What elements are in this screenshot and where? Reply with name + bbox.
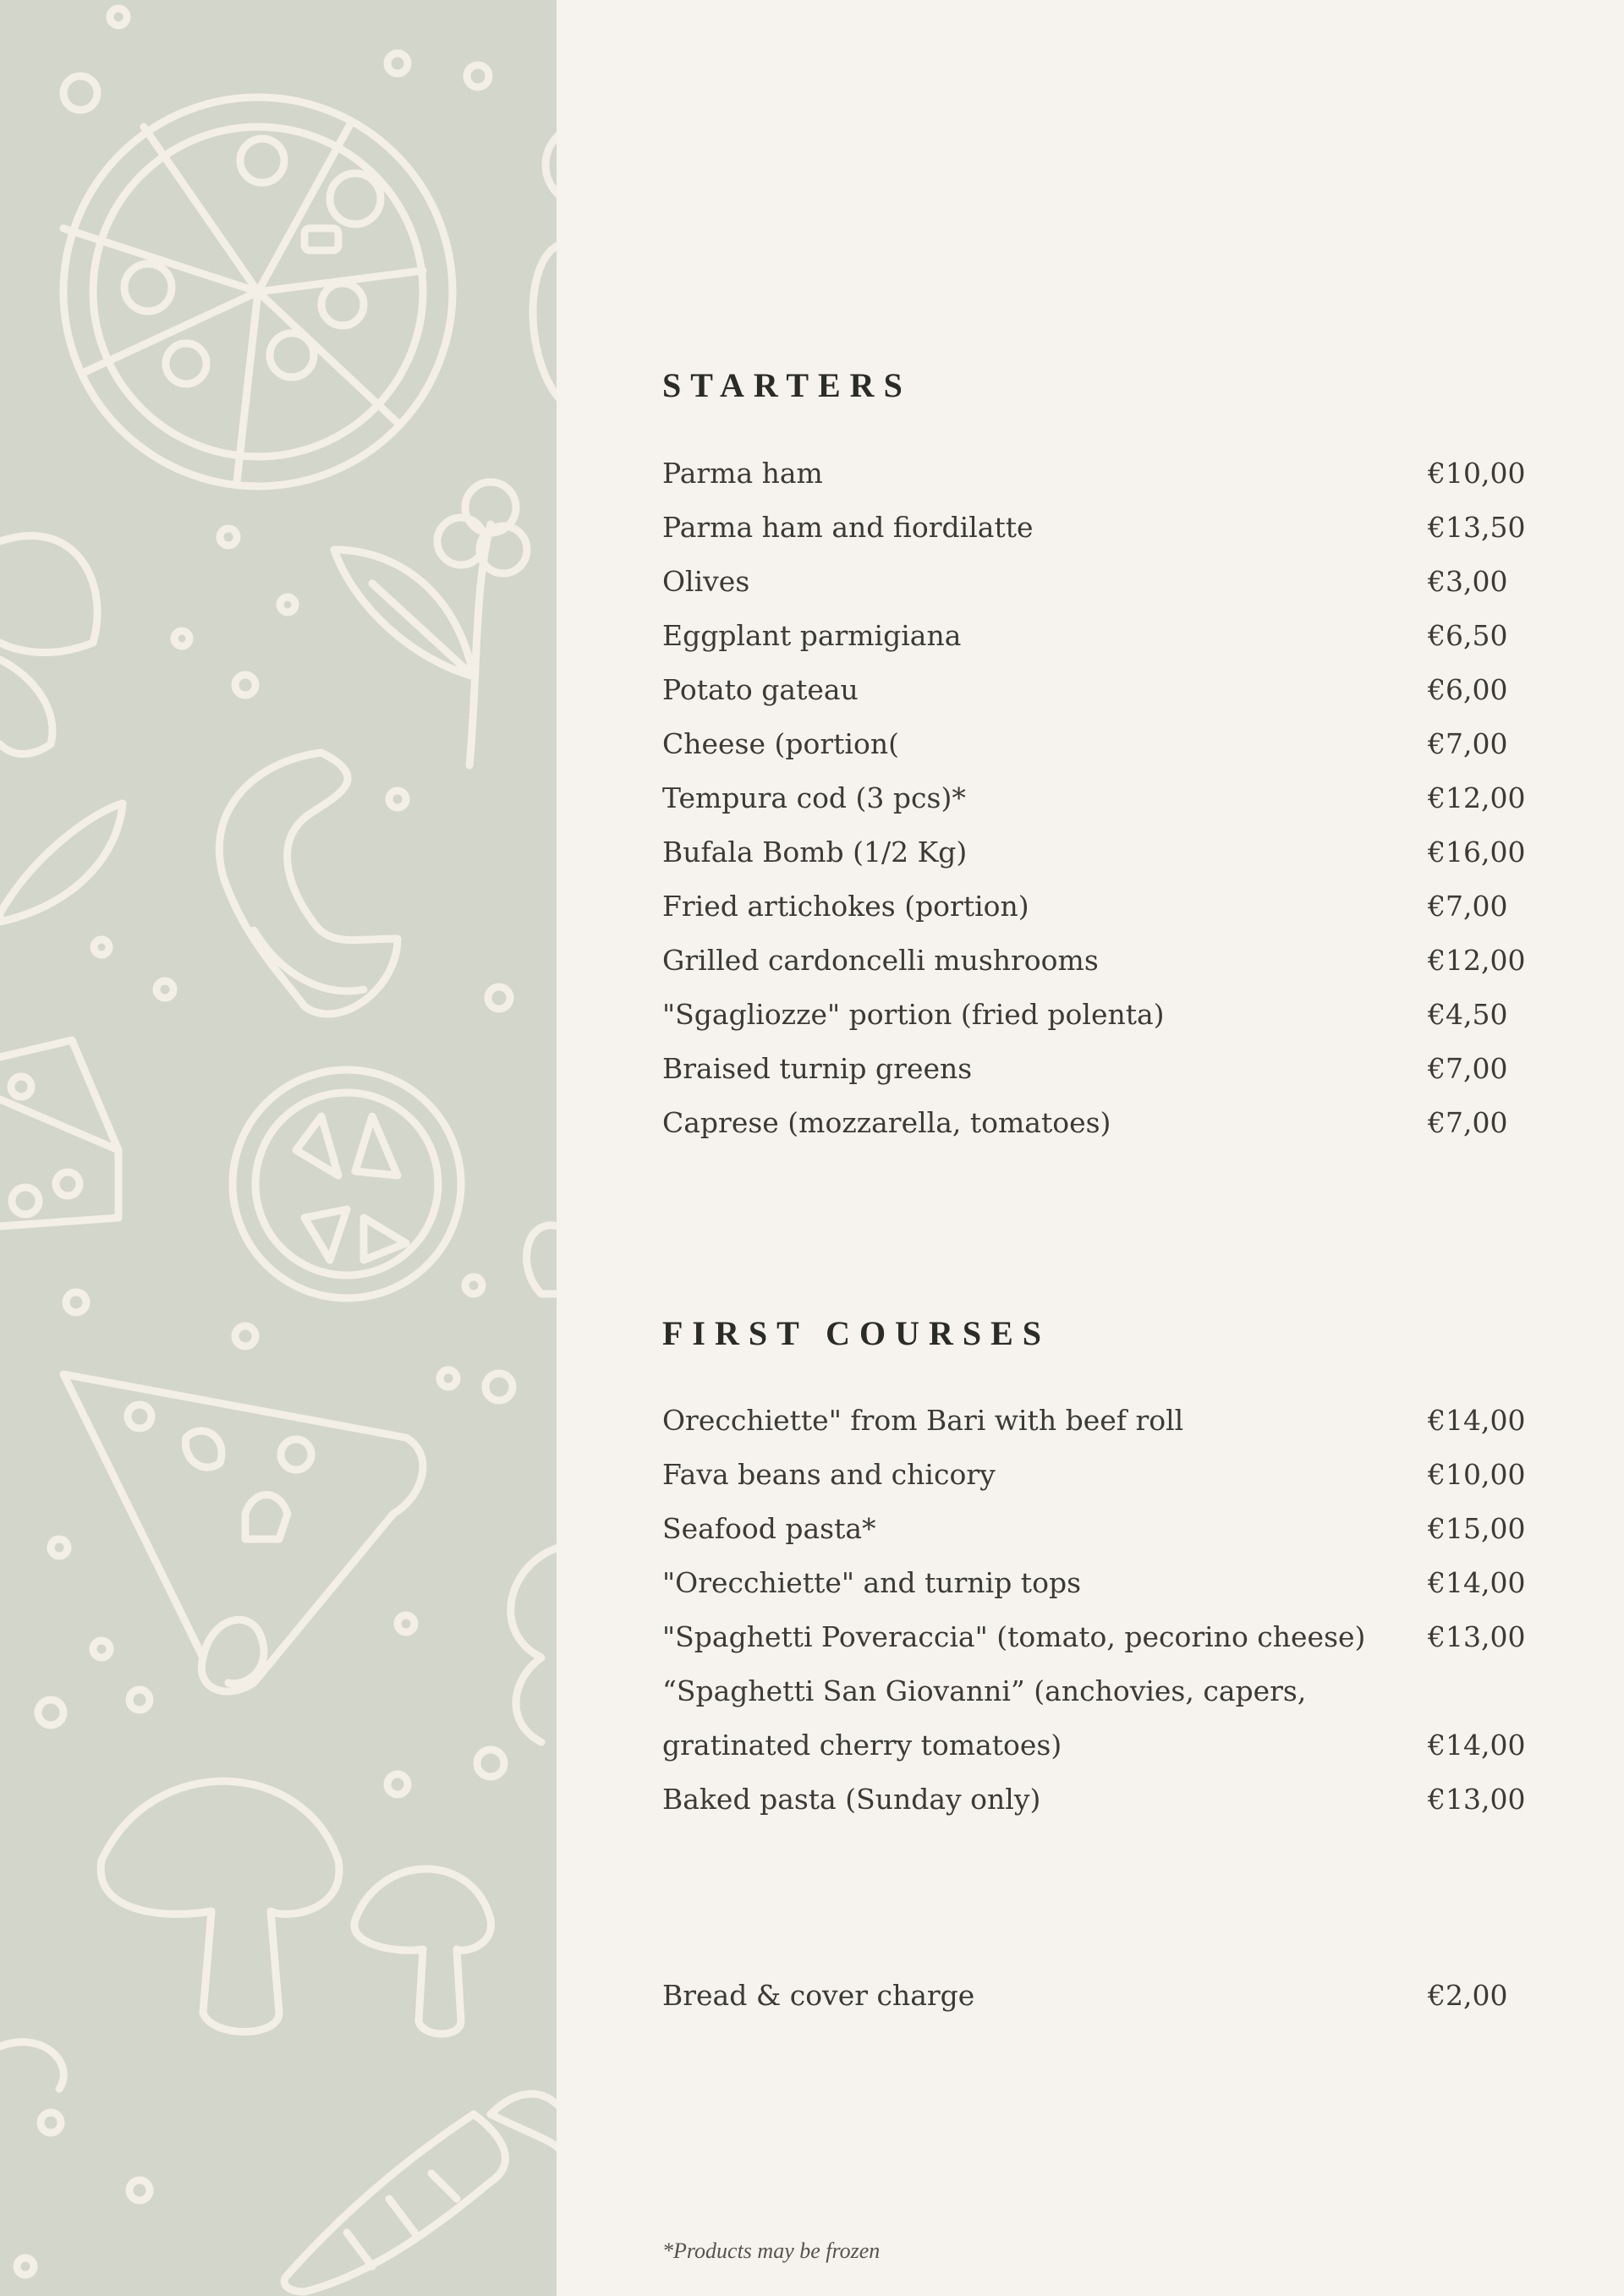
item-price: €16,00 — [1428, 836, 1526, 869]
herb-icon — [334, 482, 527, 765]
starters-heading: STARTERS — [662, 366, 912, 404]
item-name — [662, 1664, 1428, 1773]
menu-item — [662, 934, 1526, 988]
item-name: Baked pasta (Sunday only) — [662, 1783, 1041, 1816]
item-name: Fava beans and chicory — [662, 1458, 996, 1491]
menu-item — [662, 1502, 1526, 1556]
item-name: "Orecchiette" and turnip tops — [662, 1566, 1081, 1599]
item-name: Potato gateau — [662, 673, 859, 706]
menu-item — [662, 879, 1517, 934]
item-price: €13,00 — [1428, 1620, 1526, 1653]
item-name-line2: gratinated cherry tomatoes) — [662, 1729, 1062, 1762]
item-name: Grilled cardoncelli mushrooms — [662, 944, 1099, 977]
item-name-line1: “Spaghetti San Giovanni” (anchovies, capers, — [662, 1674, 1307, 1707]
menu-item — [662, 609, 1517, 663]
item-price: €7,00 — [1428, 1052, 1508, 1085]
menu-item — [662, 1773, 1526, 1827]
menu-item — [662, 1096, 1517, 1150]
menu-item — [662, 1394, 1526, 1448]
menu-item — [662, 825, 1526, 879]
menu-item — [662, 447, 1526, 501]
menu-item — [662, 988, 1517, 1042]
item-price: €2,00 — [1428, 1979, 1508, 2012]
item-name: "Sgagliozze" portion (fried polenta) — [662, 998, 1165, 1031]
item-price: €7,00 — [1428, 890, 1508, 923]
first-courses-heading: FIRST COURSES — [662, 1314, 1051, 1352]
item-price: €13,50 — [1428, 511, 1526, 544]
item-price: €15,00 — [1428, 1512, 1526, 1545]
item-name: Bread & cover charge — [662, 1979, 975, 2012]
item-name: Orecchiette" from Bari with beef roll — [662, 1404, 1184, 1437]
menu-item — [662, 1610, 1526, 1664]
footnote: *Products may be frozen — [662, 2238, 881, 2263]
item-price: €7,00 — [1428, 1106, 1508, 1139]
item-price: €12,00 — [1428, 781, 1526, 814]
item-price: €10,00 — [1428, 1458, 1526, 1491]
item-name: Parma ham — [662, 457, 823, 490]
menu-item — [662, 1664, 1526, 1773]
starters-list — [662, 447, 1526, 1150]
tomato-icon — [233, 1070, 461, 1298]
item-name: Bufala Bomb (1/2 Kg) — [662, 836, 968, 869]
pizza-slice-icon — [63, 1374, 423, 1691]
menu-item — [662, 1969, 1517, 2023]
item-price: €6,50 — [1428, 619, 1508, 652]
item-name: Caprese (mozzarella, tomatoes) — [662, 1106, 1111, 1139]
first-courses-list — [662, 1394, 1526, 1827]
menu-item — [662, 555, 1517, 609]
item-price: €3,00 — [1428, 565, 1508, 598]
item-price: €6,00 — [1428, 673, 1508, 706]
item-name: Tempura cod (3 pcs)* — [662, 781, 966, 814]
item-name: Seafood pasta* — [662, 1512, 876, 1545]
item-name: Eggplant parmigiana — [662, 619, 962, 652]
food-doodle-pattern — [0, 0, 575, 2296]
menu-item — [662, 1448, 1526, 1502]
item-price: €10,00 — [1428, 457, 1526, 490]
mushroom-icon — [0, 536, 97, 754]
menu-item — [662, 1556, 1526, 1610]
item-price: €12,00 — [1428, 944, 1526, 977]
item-price: €4,50 — [1428, 998, 1508, 1031]
item-price: €14,00 — [1428, 1566, 1526, 1599]
item-price: €7,00 — [1428, 727, 1508, 760]
menu-item — [662, 501, 1526, 555]
item-name: Cheese (portion( — [662, 727, 899, 760]
menu-item — [662, 717, 1517, 771]
item-name: Braised turnip greens — [662, 1052, 973, 1085]
item-name: Parma ham and fiordilatte — [662, 511, 1034, 544]
item-price: €13,00 — [1428, 1783, 1526, 1816]
mushroom-icon-bottom — [101, 1781, 491, 2034]
menu-item — [662, 1042, 1517, 1096]
pasta-icon — [219, 753, 398, 1014]
item-price: €14,00 — [1428, 1404, 1526, 1437]
item-name: Fried artichokes (portion) — [662, 890, 1029, 923]
cover-charge — [662, 1969, 1517, 2023]
menu-content — [662, 0, 1526, 2296]
decorative-sidebar — [0, 0, 575, 2296]
leaf-icon — [0, 803, 123, 922]
cheese-icon — [0, 1040, 118, 1226]
menu-item — [662, 663, 1517, 717]
pizza-icon — [63, 97, 453, 486]
menu-item — [662, 771, 1526, 825]
item-name: Olives — [662, 565, 750, 598]
item-name: "Spaghetti Poveraccia" (tomato, pecorino cheese) — [662, 1620, 1366, 1653]
item-price: €14,00 — [1428, 1729, 1526, 1762]
